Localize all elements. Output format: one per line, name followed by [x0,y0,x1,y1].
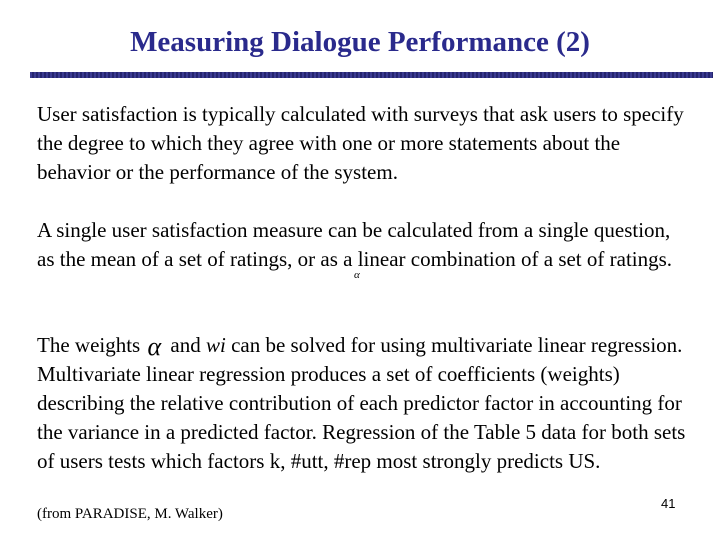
weights-wi-symbol: wi [205,333,226,357]
weights-text-start: The weights [37,333,141,357]
title-divider [30,72,713,78]
source-citation: (from PARADISE, M. Walker) [37,506,223,522]
alpha-symbol: α [354,269,360,281]
weights-text-and: and [170,333,201,357]
weights-text-rest: can be solved for using multivariate linear regression. Multivariate linear regression produces a set of coefficients (weights) describing the relative contribution of each predictor factor in accounting for the variance in a predicted factor. Regression of the Table 5 data for both sets of users tests which factors k, #utt, #rep most strongly predicts US. [37,333,686,473]
weights-alpha-symbol: α [147,332,162,361]
paragraph-user-satisfaction: User satisfaction is typically calculated with surveys that ask users to specify the degree to which they agree with one or more statements about the behavior or the performance of the system. [37,102,684,184]
paragraph-weights [37,331,697,476]
slide-title: Measuring Dialogue Performance (2) [130,26,590,58]
page-number: 41 [661,496,676,511]
paragraph-single-measure: A single user satisfaction measure can be calculated from a single question, as the mean of a set of ratings, or as a linear combination of a set of ratings. [37,218,673,271]
